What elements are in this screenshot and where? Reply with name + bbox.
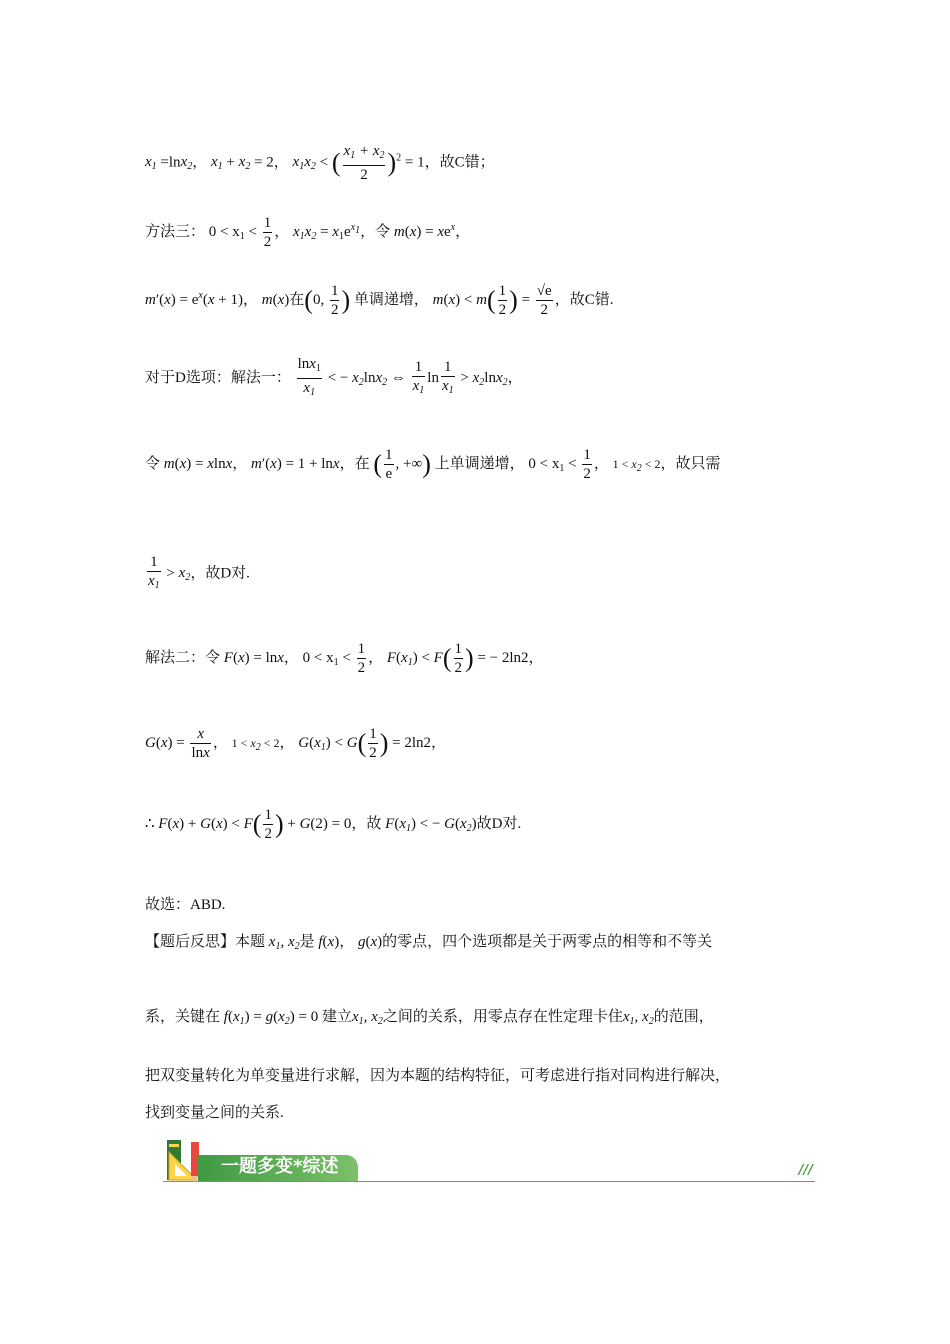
- banner-slashes: ///: [798, 1163, 813, 1178]
- answer-line: 故选：ABD.: [145, 897, 226, 913]
- line-c-method2-conclusion: $x_1 =\ln x_2$， $x_1 + x_2 = 2$， $x_1x_2$ < ( $\frac{x_1 + x_2}{2}$ )$^2$ = 1，故C错；: [145, 143, 495, 183]
- method3-label: 方法三：: [145, 223, 206, 240]
- line-d-method1-function: 令 m(x) = xlnx， m′(x) = 1 + lnx，在 ( $\frac{1}{e}$ , +∞) 上单调递增， $0 < x_1$ < $\frac{1}{2}$ ， $1 < x_2 < 2$，故只需: [145, 447, 721, 482]
- banner-title: 一题多变*综述: [221, 1156, 339, 1177]
- banner-rule: [163, 1181, 815, 1182]
- line-d-method2-g: G(x) = $\frac{x}{\ln x}$ ， $1 < x_2 < 2$， $G(x_1) < G$( $\frac{1}{2}$ ) = 2ln2，: [145, 726, 447, 761]
- reflection-line-4: 找到变量之间的关系.: [145, 1105, 284, 1121]
- d-method2-label: 解法二：令: [145, 649, 221, 666]
- line-method3-derivative: $m'(x) = e^x(x + 1)$， m(x)在(0, $\frac{1}{2}$ ) 单调递增， m(x) < m( $\frac{1}{2}$ ) = $\frac{√e}{2}$ ，故C错.: [145, 283, 614, 318]
- text-c-wrong: ，故C错；: [424, 154, 495, 171]
- line-d-method1: 对于D选项：解法一： $\frac{\ln x_1}{x_1}$ < − $x_2\ln x_2$ ⇔ $\frac{1}{x_1}$ ln $\frac{1}{x_1}$ > $x_2\ln x_2$，: [145, 356, 523, 398]
- d-method1-label: 对于D选项：解法一：: [145, 369, 291, 386]
- line-d-method2-conclusion: ∴ F(x) + G(x) < F( $\frac{1}{2}$ ) + G(2) = 0，故 $F(x_1)$ < − $G(x_2)$故D对.: [145, 807, 522, 842]
- line-d-method1-conclusion: $\frac{1}{x_1}$ > $x_2$，故D对.: [148, 554, 250, 591]
- line-d-method2: 解法二：令 F(x) = lnx， $0 < x_1$ < $\frac{1}{2}$ ， $F(x_1) < F$( $\frac{1}{2}$ ) = − 2ln2，: [145, 641, 544, 676]
- reflection-line-2: 系，关键在 $f(x_1) = g(x_2) = 0$ 建立$x_1$, $x_2$之间的关系，用零点存在性定理卡住$x_1$, $x_2$的范围，: [145, 1009, 714, 1027]
- reflection-line-1: 【题后反思】本题 $x_1$, $x_2$是 f(x)， g(x)的零点，四个选项都是关于两零点的相等和不等关: [145, 934, 713, 952]
- section-banner: [163, 1136, 815, 1184]
- line-method3: 方法三： $0 < x_1$ < $\frac{1}{2}$ ， $x_1x_2 = x_1e^{x_1}$，令 $m(x) = xe^x$，: [145, 215, 471, 250]
- reflection-heading: 【题后反思】本题: [145, 934, 266, 950]
- reflection-line-3: 把双变量转化为单变量进行求解，因为本题的结构特征，可考虑进行指对同构进行解决，: [145, 1068, 731, 1084]
